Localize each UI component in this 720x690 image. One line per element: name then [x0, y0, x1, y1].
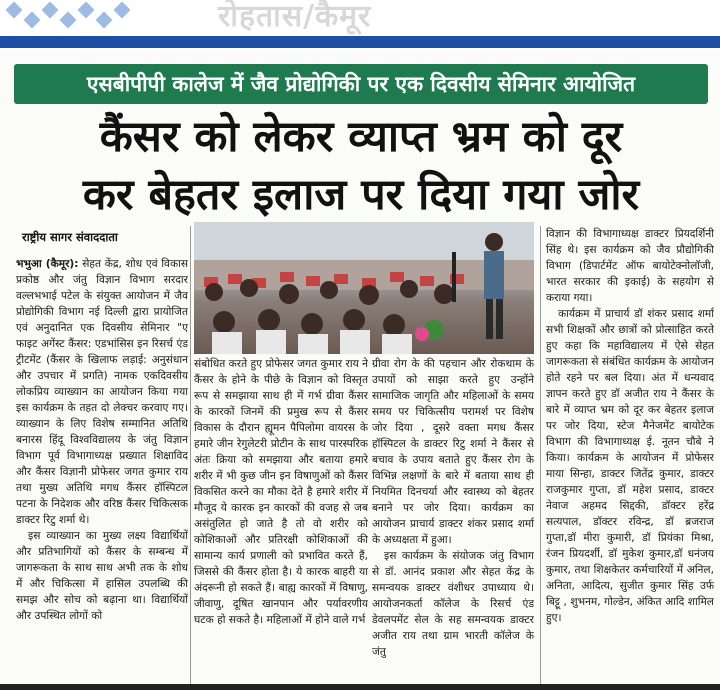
column-1-para-1	[16, 256, 188, 528]
column-4-para-1: विज्ञान की विभागाध्यक्ष डाक्टर प्रियदर्शिनी सिंह थे। इस कार्यक्रम को जैव प्रौद्योगिकी विभाग (डिपार्टमेंट ऑफ बायोटेक्नोलॉजी, भारत सरकार की इकाई) के सहयोग से कराया गया।	[546, 228, 714, 304]
page-bottom-edge	[0, 684, 720, 690]
column-3-para-2: इस कार्यक्रम के संयोजक जंतु विभाग से डॉ. आनंद प्रकाश और सेहत केंद्र के समन्वयक डाक्टर वंशीधर उपाध्याय थे। आयोजनकर्ता कॉलेज के रिसर्च एंड डेवलपमेंट सेल के सह समन्वयक डाक्टर अजीत राय तथा ग्राम भारती कॉलेज के जंतु	[372, 550, 534, 658]
audience-photo-illustration	[194, 222, 534, 354]
column-2-para-1: संबोधित करते हुए प्रोफेसर जगत कुमार राय ने कैंसर के होने के पीछे के विज्ञान को विस्तृत रूप से समझाया साथ ही में गर्भ ग्रीवा कैंसर के कारकों जिनमें की प्रमुख रूप से कैंसर विकास के दौरान ह्यूमन पैपिलोमा वायरस के हमारे जीन रेगुलेटरी प्रोटीन के साथ पारस्परिक अंतः क्रिया को समझाया और बताया हमारे शरीर में भी कुछ जीन इन विषाणुओं को कैंसर विकसित करने का मौका देते है हमारे शरीर में मौजूद ये कारक इन कारकों की वजह से जब असंतुलित हो जाते है तो वो शरीर को कोशिकाओं और प्रतिरक्षी कोशिकाओं की सामान्य कार्य प्रणाली को प्रभावित करते हैं, जिससे की कैंसर होता है। ये कारक बाहरी या अंदरूनी हो सकते हैं। बाह्य कारकों में विषाणु, जीवाणु, दूषित खानपान और पर्यावरणीय घटक हो सकते है। महिलाओं में होने वाले गर्भ	[194, 358, 368, 626]
column-rule-3	[540, 226, 541, 690]
article-column-1	[16, 256, 188, 690]
masthead	[0, 0, 720, 50]
masthead-decoration	[0, 0, 140, 36]
kicker-strap: एसबीपीपी कालेज में जैव प्रोद्योगिकी पर एक दिवसीय सेमिनार आयोजित	[14, 64, 708, 104]
column-1-para-2: इस व्याख्यान का मुख्य लक्ष्य विद्यार्थियों और प्रतिभागियों को कैंसर के सम्बन्ध में जागरूकता के साथ साथ अभी तक के शोध में और चिकित्सा में हासिल उपलब्धि की समझ और सोच को बढ़ाना था। विद्यार्थियों और उपस्थित लोगों को	[16, 530, 188, 622]
dateline: भभुआ (कैमूर):	[16, 258, 79, 270]
article-column-3	[372, 356, 534, 690]
headline-line-1: कैंसर को लेकर व्याप्त भ्रम को दूर	[99, 112, 623, 162]
column-rule-1	[190, 226, 191, 690]
headline-line-2: कर बेहतर इलाज पर दिया गया जोर	[82, 170, 640, 220]
section-title: रोहतास/कैमूर	[218, 0, 372, 34]
masthead-band	[0, 36, 720, 48]
headline	[8, 108, 714, 224]
column-1-text-1: सेहत केंद्र, शोध एवं विकास प्रकोष्ठ और जंतु विज्ञान विभाग सरदार वल्लभभाई पटेल के संयुक्त आयोजन में जैव प्रोद्योगिकी विभाग नई दिल्ली द्वारा प्रायोजित एवं अनुदानित एक दिवसीय सेमिनार "ए फाइट अगेंस्ट कैंसर: एडभांसिस इन रिसर्च एंड ट्रीटमेंट (कैंसर के खिलाफ लड़ाई: अनुसंधान और उपचार में प्रगति) नामक एकदिवसीय लोकप्रिय व्याख्यान का आयोजन किया गया इस कार्यक्रम के तहत दो लेक्चर करवाए गए। व्याख्यान के लिए विशेष सम्मानित अतिथि बनारस हिंदू विश्वविद्यालय के जंतु विज्ञान विभाग पूर्व विभागाध्यक्ष प्रख्यात शिक्षाविद और कैंसर विज्ञानी प्रोफेसर जगत कुमार राय तथा मुख्य अतिथि मगध कैंसर हॉस्पिटल पटना के निदेशक और वरिष्ठ कैंसर चिकित्सक डाक्टर रिटु शर्मा थे।	[16, 258, 188, 526]
article-column-2	[194, 356, 368, 690]
column-3-para-1: ग्रीवा रोग के की पहचान और रोकथाम के उपायों को साझा करते हुए उन्होंने सामाजिक जागृति और महिलाओं के समय समय पर चिकित्सीय परामर्श पर विशेष जोर दिया , दूसरे वक्ता मगध कैंसर हॉस्पिटल के डाक्टर रिटु शर्मा ने कैंसर से बचाव के उपाय बताते हुए कैंसर रोग के विभिन्न लक्षणों के बारे में बताया साथ ही नियमित दिनचर्या और स्वास्थ्य को बेहतर बनाने पर जोर दिया। कार्यक्रम का आयोजन प्राचार्य डाक्टर शंकर प्रसाद शर्मा के अध्यक्षता में हुआ।	[372, 358, 534, 546]
article-photo	[194, 222, 534, 354]
byline: राष्ट्रीय सागर संवाददाता	[22, 230, 118, 244]
column-4-para-2: कार्यक्रम में प्राचार्य डॉ शंकर प्रसाद शर्मा सभी शिक्षकों और छात्रों को प्रोत्साहित करते हुए कहा कि महाविद्यालय में ऐसे सेहत जागरूकता से संबंधित कार्यक्रम के आयोजन होते रहने पर बल दिया। अंत में धन्यवाद ज्ञापन करते हुए डॉ अजीत राय ने कैंसर के बारे में व्याप्त भ्रम को दूर कर बेहतर इलाज पर जोर दिया, स्टेज मैनेजमेंट बायोटेक विभाग की विभागाध्यक्ष ई. नूतन चौबे ने किया। कार्यक्रम के आयोजन में प्रोफेसर माया सिन्हा, डाक्टर जितेंद्र कुमार, डाक्टर राजकुमार गुप्ता, डॉ महेश प्रसाद, डाक्टर नेवाज अहमद सिद्दकी, डॉक्टर हरेंद्र सत्यपाल, डॉक्टर रविन्द्र, डॉ ब्रजराज गुप्ता,डॉ मीरा कुमारी, डॉ प्रियंका मिश्रा, रंजन प्रियदर्शी, डॉ मुकेश कुमार,डॉ धनंजय कुमार, तथा शिक्षकेतर कर्मचारियों में अनिल, अनिता, आदित्य, सुजीत कुमार सिंह उर्फ बिट्टू , शुभनम, गोल्डेन, अंकित आदि शामिल हुए।	[546, 308, 714, 624]
article-column-4	[546, 226, 714, 690]
